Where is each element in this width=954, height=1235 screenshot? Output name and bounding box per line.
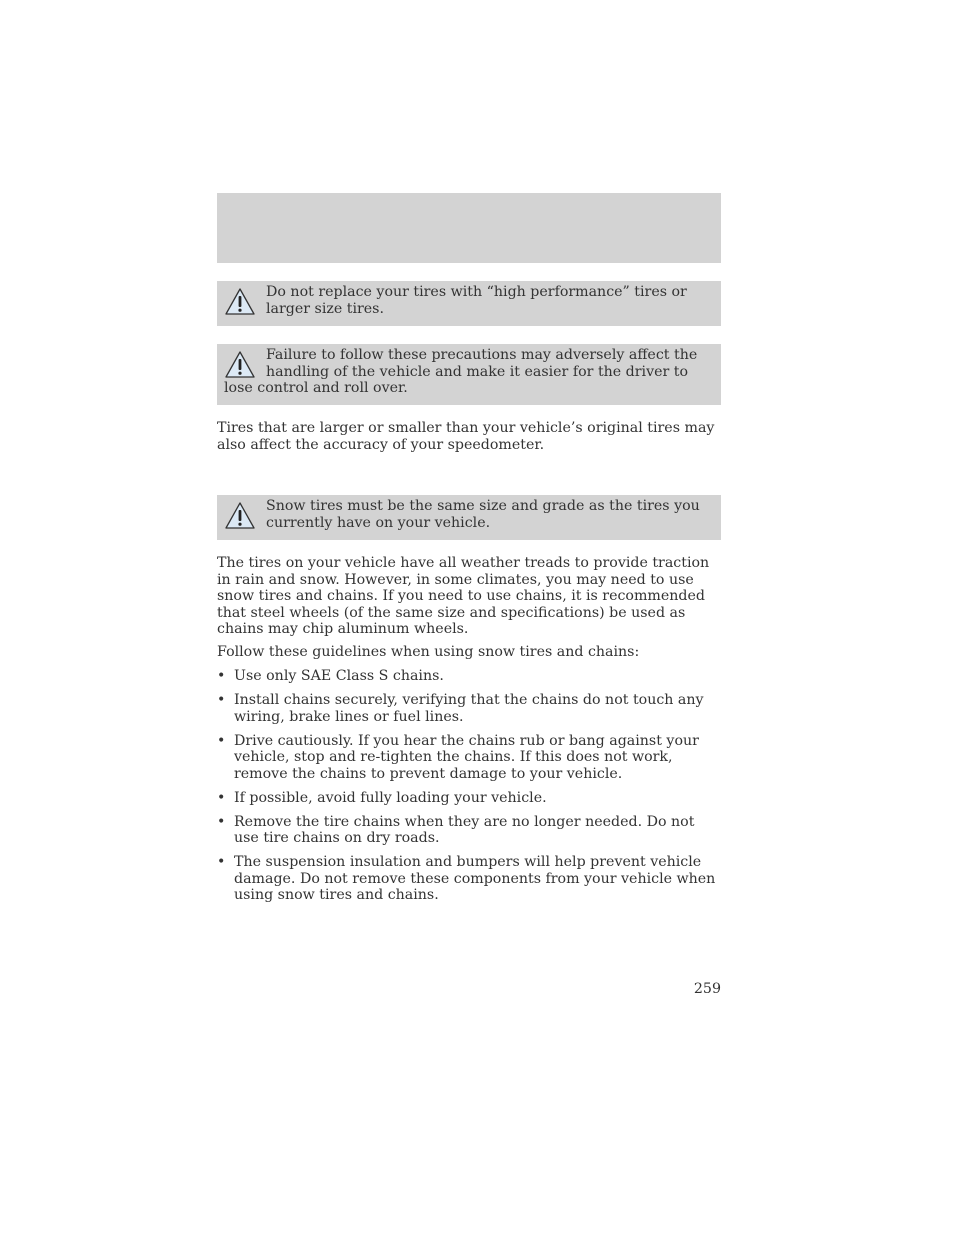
bullet-icon: • xyxy=(217,854,226,870)
list-item xyxy=(217,854,721,904)
list-item xyxy=(217,814,721,847)
guidelines-list xyxy=(217,668,721,911)
warning-box-handling xyxy=(217,344,721,405)
list-item-text: Remove the tire chains when they are no longer needed. Do not use tire chains on dry roads. xyxy=(234,813,695,846)
bullet-icon: • xyxy=(217,732,226,749)
list-item-text: Use only SAE Class S chains. xyxy=(234,668,444,684)
warning-text: Failure to follow these precautions may adversely affect the handling of the vehicle and make it easier for the driver to lose control and roll over. xyxy=(224,347,698,396)
bullet-icon: • xyxy=(217,789,226,806)
all-weather-paragraph: The tires on your vehicle have all weather treads to provide traction in rain and snow. However, in some climates, you may need to use snow tires and chains. If you need to use chains, it is recommended that steel wheels (of the same size and specifications) be used as chains may chip aluminum wheels. xyxy=(217,555,710,637)
bullet-icon: • xyxy=(217,813,226,830)
list-item-text: The suspension insulation and bumpers will help prevent vehicle damage. Do not remove these components from your vehicle when using snow tires and chains. xyxy=(234,854,716,903)
list-item xyxy=(217,668,721,685)
page-number: 259 xyxy=(693,981,721,997)
warning-triangle-icon xyxy=(224,287,256,317)
warning-triangle-icon xyxy=(224,350,256,380)
list-item-text: If possible, avoid fully loading your vehicle. xyxy=(234,789,547,806)
list-item xyxy=(217,733,721,783)
warning-box-snow-tires xyxy=(217,495,721,540)
guidelines-intro: Follow these guidelines when using snow tires and chains: xyxy=(217,644,640,660)
warning-box-tire-size xyxy=(217,281,721,326)
list-item xyxy=(217,790,721,807)
speedometer-paragraph: Tires that are larger or smaller than your vehicle’s original tires may also affect the accuracy of your speedometer. xyxy=(217,420,715,453)
warning-text: Do not replace your tires with “high performance” tires or larger size tires. xyxy=(266,284,687,317)
warning-text: Snow tires must be the same size and grade as the tires you currently have on your vehicle. xyxy=(266,498,700,531)
list-item-text: Install chains securely, verifying that the chains do not touch any wiring, brake lines or fuel lines. xyxy=(234,692,704,725)
bullet-icon: • xyxy=(217,692,226,708)
list-item xyxy=(217,692,721,725)
bullet-icon: • xyxy=(217,668,226,684)
section-header-band xyxy=(217,193,721,263)
warning-triangle-icon xyxy=(224,501,256,531)
list-item-text: Drive cautiously. If you hear the chains rub or bang against your vehicle, stop and re-tighten the chains. If this does not work, remove the chains to prevent damage to your vehicle. xyxy=(234,732,699,782)
